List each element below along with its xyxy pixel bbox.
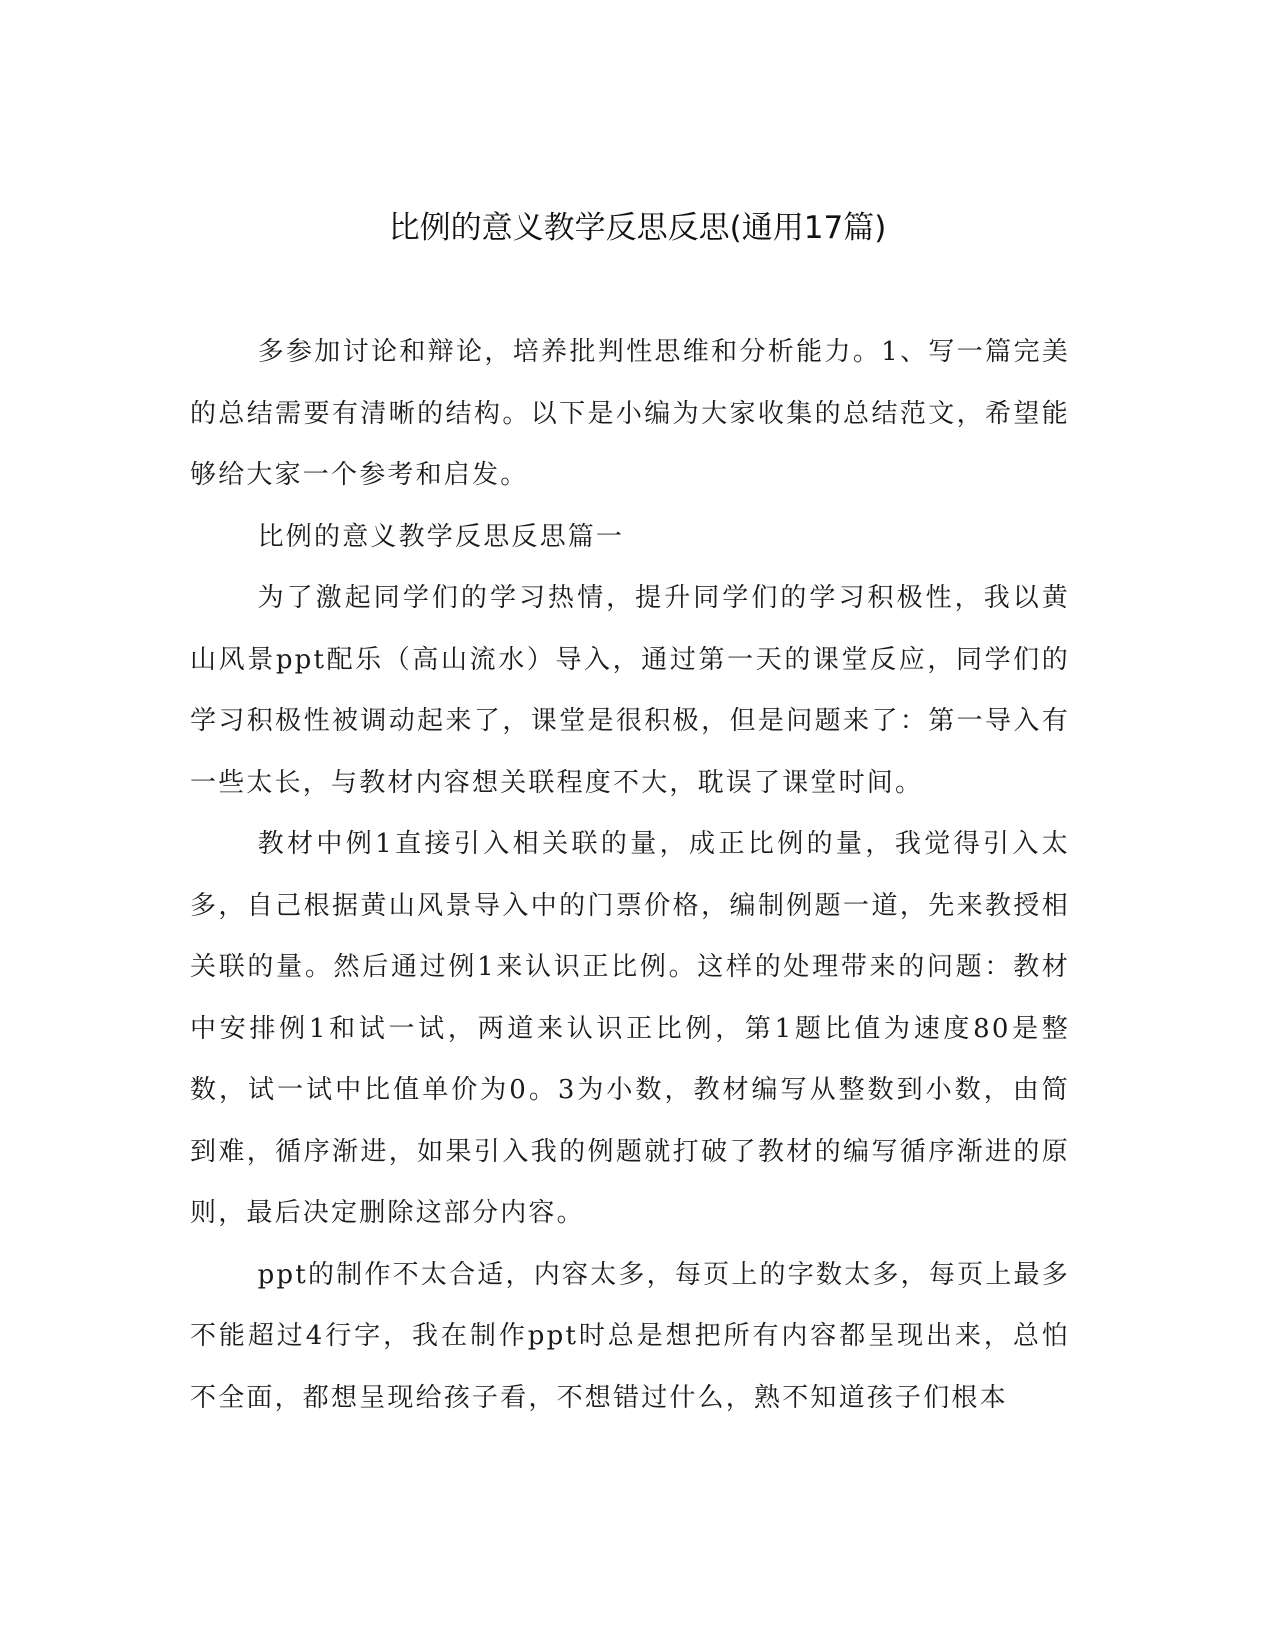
document-body — [190, 322, 1070, 1429]
section-heading: 比例的意义教学反思反思篇一 — [257, 521, 625, 552]
paragraph: 教材中例1直接引入相关联的量，成正比例的量，我觉得引入太多，自己根据黄山风景导入中的门票价格，编制例题一道，先来教授相关联的量。然后通过例1来认识正比例。这样的处理带来的问题：教材中安排例1和试一试，两道来认识正比例，第1题比值为速度80是整数，试一试中比值单价为0。3为小数，教材编写从整数到小数，由简到难，循序渐进，如果引入我的例题就打破了教材的编写循序渐进的原则，最后决定删除这部分内容。 — [190, 829, 1070, 1228]
paragraph-intro: 多参加讨论和辩论，培养批判性思维和分析能力。1、写一篇完美的总结需要有清晰的结构。以下是小编为大家收集的总结范文，希望能够给大家一个参考和启发。 — [190, 337, 1070, 490]
paragraph: 为了激起同学们的学习热情，提升同学们的学习积极性，我以黄山风景ppt配乐（高山流水）导入，通过第一天的课堂反应，同学们的学习积极性被调动起来了，课堂是很积极，但是问题来了：第一导入有一些太长，与教材内容想关联程度不大，耽误了课堂时间。 — [190, 583, 1070, 798]
paragraph: ppt的制作不太合适，内容太多，每页上的字数太多，每页上最多不能超过4行字，我在制作ppt时总是想把所有内容都呈现出来，总怕不全面，都想呈现给孩子看，不想错过什么，熟不知道孩子们根本 — [190, 1259, 1070, 1413]
page-title: 比例的意义教学反思反思(通用17篇) — [388, 210, 887, 246]
